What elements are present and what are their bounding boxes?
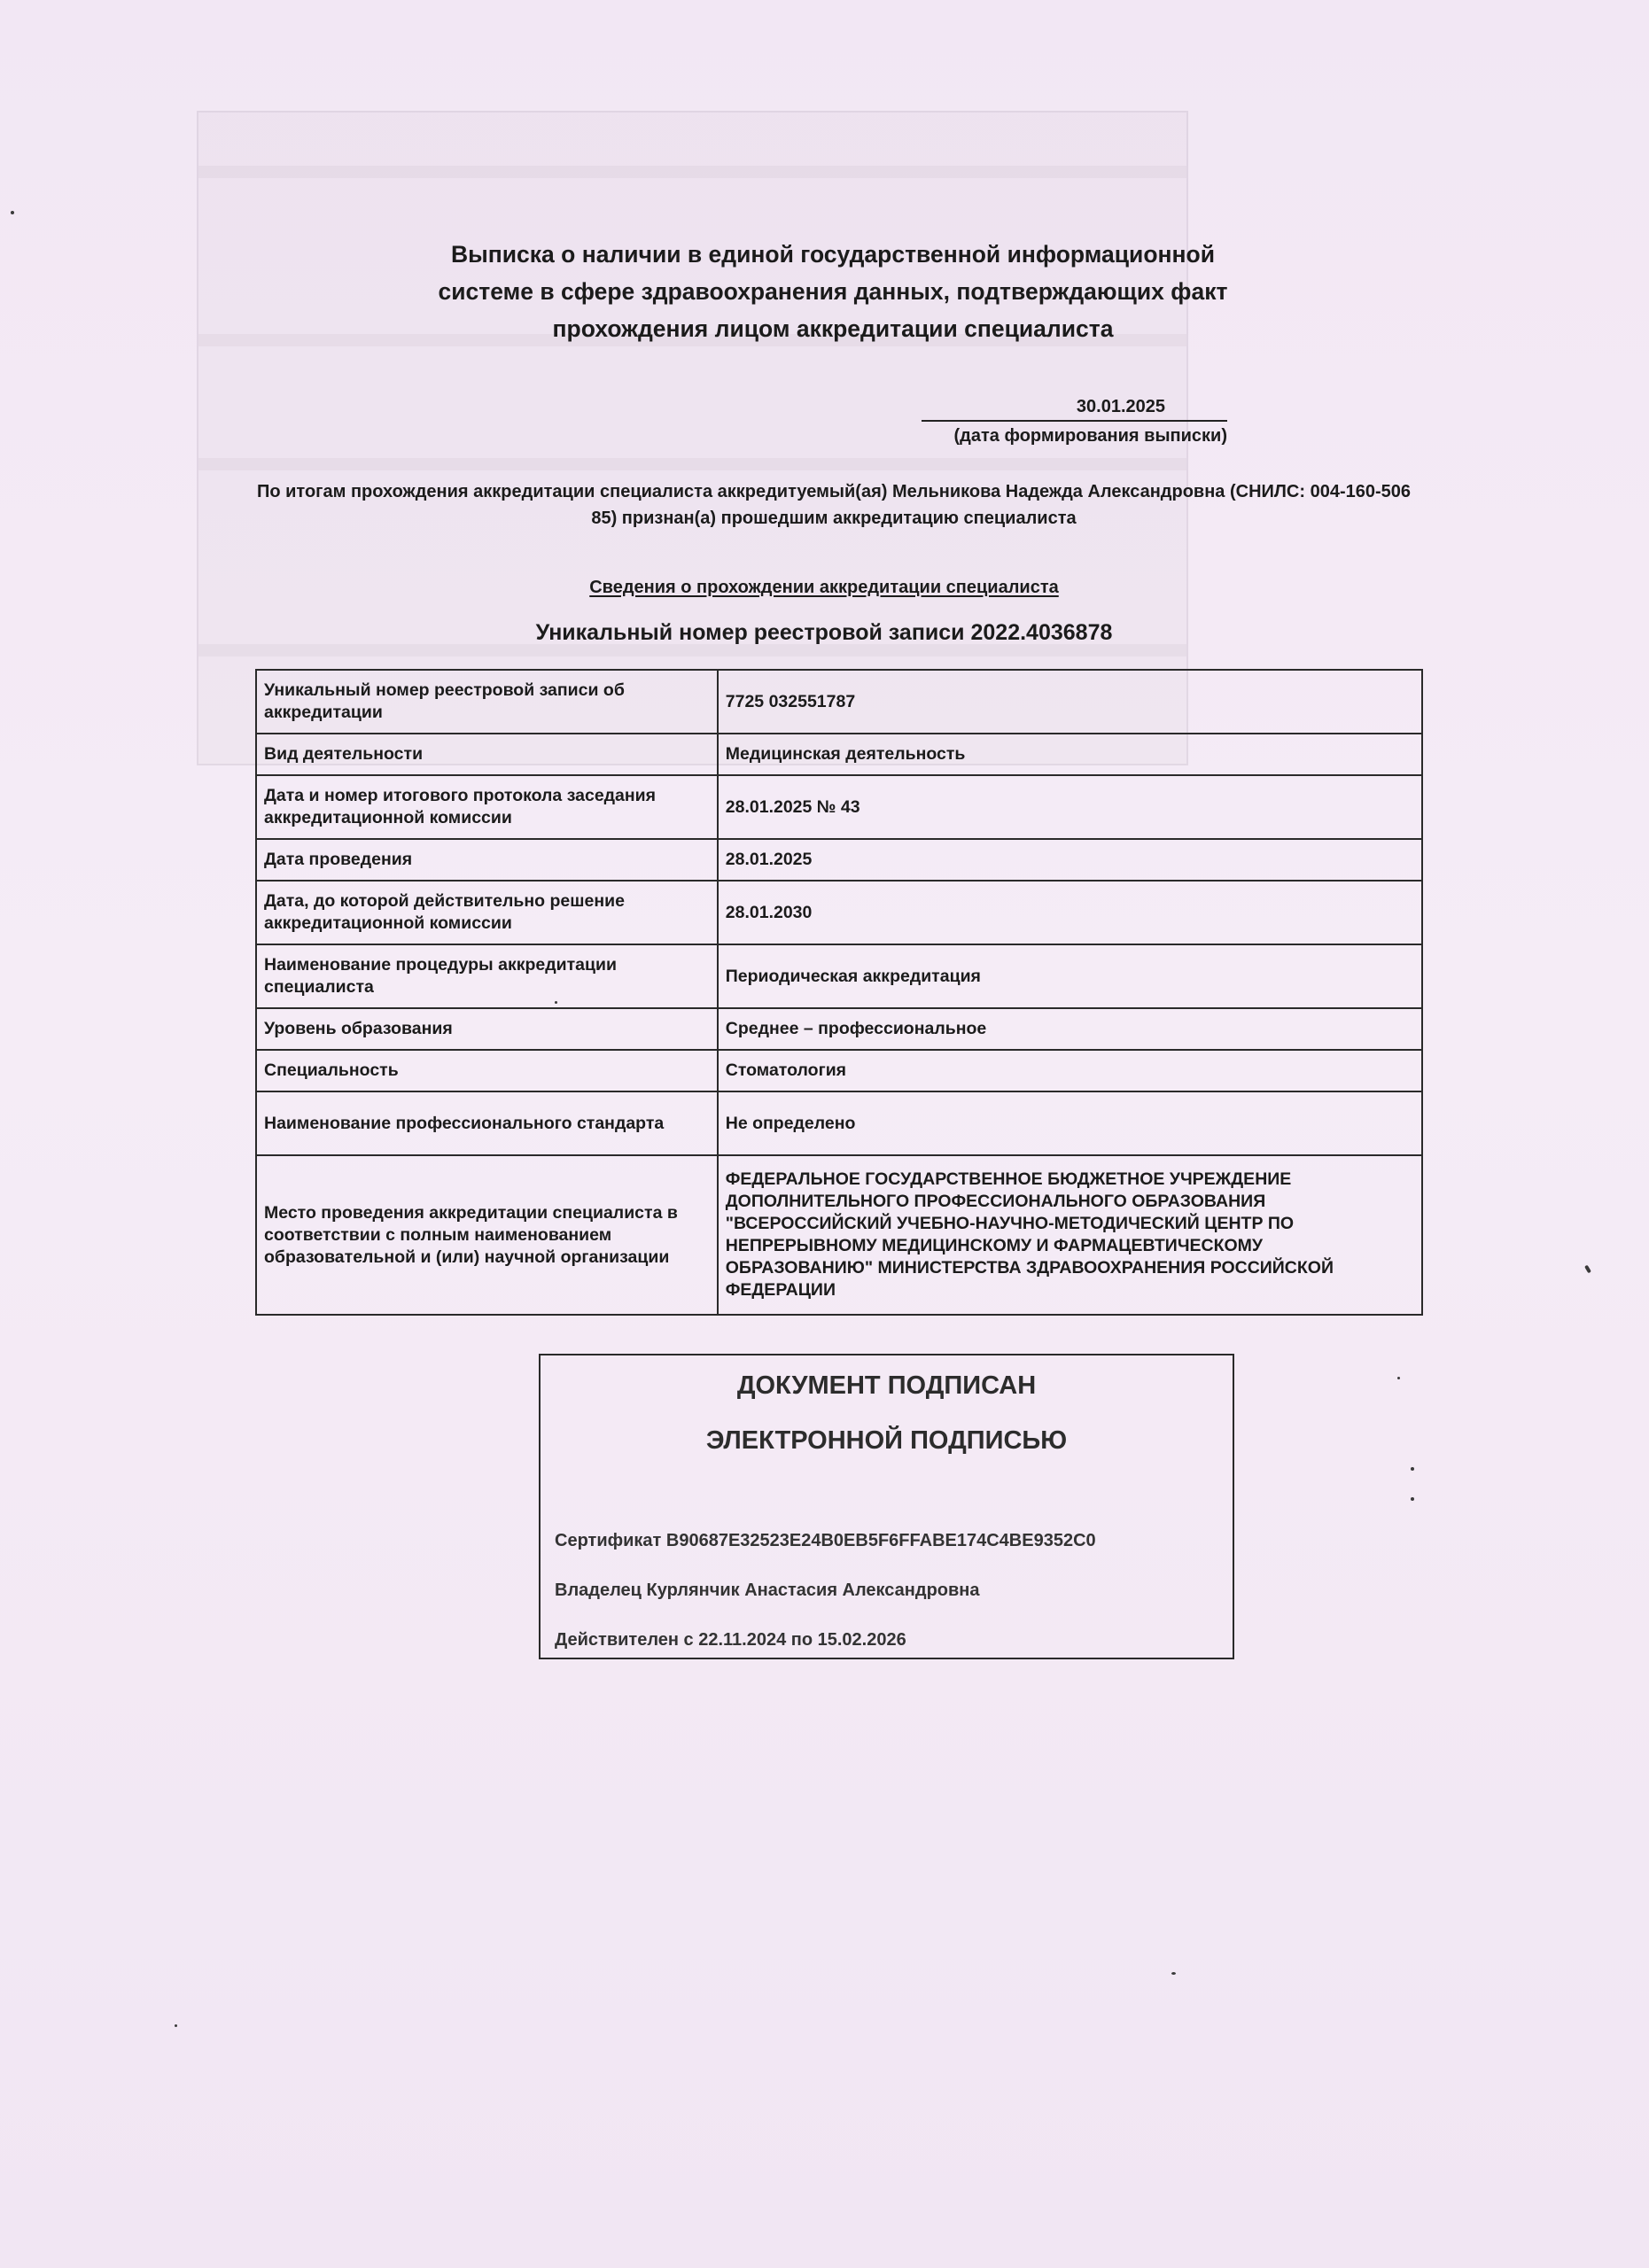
row-key: Наименование процедуры аккредитации специалиста [256, 944, 718, 1008]
row-value: 28.01.2025 [718, 839, 1422, 881]
show-through-band [198, 166, 1186, 178]
row-value: Среднее – профессиональное [718, 1008, 1422, 1050]
section-title [354, 578, 1294, 598]
paper-speck [1171, 1972, 1176, 1975]
document-title [337, 236, 1329, 347]
row-value: 28.01.2025 № 43 [718, 775, 1422, 839]
paper-speck [1584, 1265, 1591, 1274]
row-key: Дата, до которой действительно решение аккредитационной комиссии [256, 881, 718, 944]
paper-speck [1411, 1497, 1414, 1501]
section-title-text: Сведения о прохождении аккредитации специалиста [589, 578, 1059, 597]
paper-speck [11, 211, 14, 214]
title-line-2: системе в сфере здравоохранения данных, подтверждающих факт [438, 278, 1228, 305]
row-value: 7725 032551787 [718, 670, 1422, 734]
show-through-band [198, 458, 1186, 470]
table-row [256, 775, 1422, 839]
certificate-number: Сертификат B90687E32523E24B0EB5F6FFABE174C4BE9352C0 [555, 1531, 1096, 1550]
row-key: Дата и номер итогового протокола заседания аккредитационной комиссии [256, 775, 718, 839]
paper-speck [555, 1001, 557, 1004]
title-line-3: прохождения лицом аккредитации специалиста [552, 315, 1114, 342]
paper-speck [1397, 1377, 1400, 1379]
row-value: Не определено [718, 1091, 1422, 1155]
table-row [256, 670, 1422, 734]
row-value: Периодическая аккредитация [718, 944, 1422, 1008]
row-key: Специальность [256, 1050, 718, 1091]
signature-heading-2: ЭЛЕКТРОННОЙ ПОДПИСЬЮ [705, 1426, 1068, 1455]
row-key: Уровень образования [256, 1008, 718, 1050]
row-key: Наименование профессионального стандарта [256, 1091, 718, 1155]
title-line-1: Выписка о наличии в единой государственной информационной [450, 241, 1215, 268]
electronic-signature-stamp [539, 1354, 1234, 1659]
row-key: Дата проведения [256, 839, 718, 881]
intro-paragraph: По итогам прохождения аккредитации специалиста аккредитуемый(ая) Мельникова Надежда Александровна (СНИЛС: 004-160-506 85) признан(а) прошедшим аккредитацию специалиста [256, 482, 1412, 528]
row-value: Стоматология [718, 1050, 1422, 1091]
table-row [256, 1091, 1422, 1155]
issue-date-caption: (дата формирования выписки) [953, 426, 1227, 446]
table-row [256, 881, 1422, 944]
show-through-band [198, 644, 1186, 656]
table-row [256, 944, 1422, 1008]
registry-number: Уникальный номер реестровой записи 2022.4036878 [535, 620, 1113, 645]
certificate-owner: Владелец Курлянчик Анастасия Александровна [555, 1581, 980, 1600]
certificate-validity: Действителен с 22.11.2024 по 15.02.2026 [555, 1630, 906, 1650]
row-value: 28.01.2030 [718, 881, 1422, 944]
table-row [256, 1050, 1422, 1091]
row-value: ФЕДЕРАЛЬНОЕ ГОСУДАРСТВЕННОЕ БЮДЖЕТНОЕ УЧРЕЖДЕНИЕ ДОПОЛНИТЕЛЬНОГО ПРОФЕССИОНАЛЬНОГО ОБРАЗОВАНИЯ "ВСЕРОССИЙСКИЙ УЧЕБНО-НАУЧНО-МЕТОДИЧЕСКИЙ ЦЕНТР ПО НЕПРЕРЫВНОМУ МЕДИЦИНСКОМУ И ФАРМАЦЕВТИЧЕСКОМУ ОБРАЗОВАНИЮ" МИНИСТЕРСТВА ЗДРАВООХРАНЕНИЯ РОССИЙСКОЙ ФЕДЕРАЦИИ [718, 1155, 1422, 1315]
paper-speck [175, 2024, 177, 2027]
row-key: Место проведения аккредитации специалиста в соответствии с полным наименованием образовательной и (или) научной организации [256, 1155, 718, 1315]
issue-date: 30.01.2025 [922, 393, 1227, 422]
row-value: Медицинская деятельность [718, 734, 1422, 775]
accreditation-table [255, 669, 1423, 1316]
row-key: Уникальный номер реестровой записи об аккредитации [256, 670, 718, 734]
table-row [256, 1008, 1422, 1050]
signature-heading-1: ДОКУМЕНТ ПОДПИСАН [736, 1371, 1037, 1400]
paper-speck [1411, 1467, 1414, 1471]
table-row [256, 839, 1422, 881]
table-row [256, 734, 1422, 775]
row-key: Вид деятельности [256, 734, 718, 775]
issue-date-block [922, 393, 1227, 450]
table-row [256, 1155, 1422, 1315]
